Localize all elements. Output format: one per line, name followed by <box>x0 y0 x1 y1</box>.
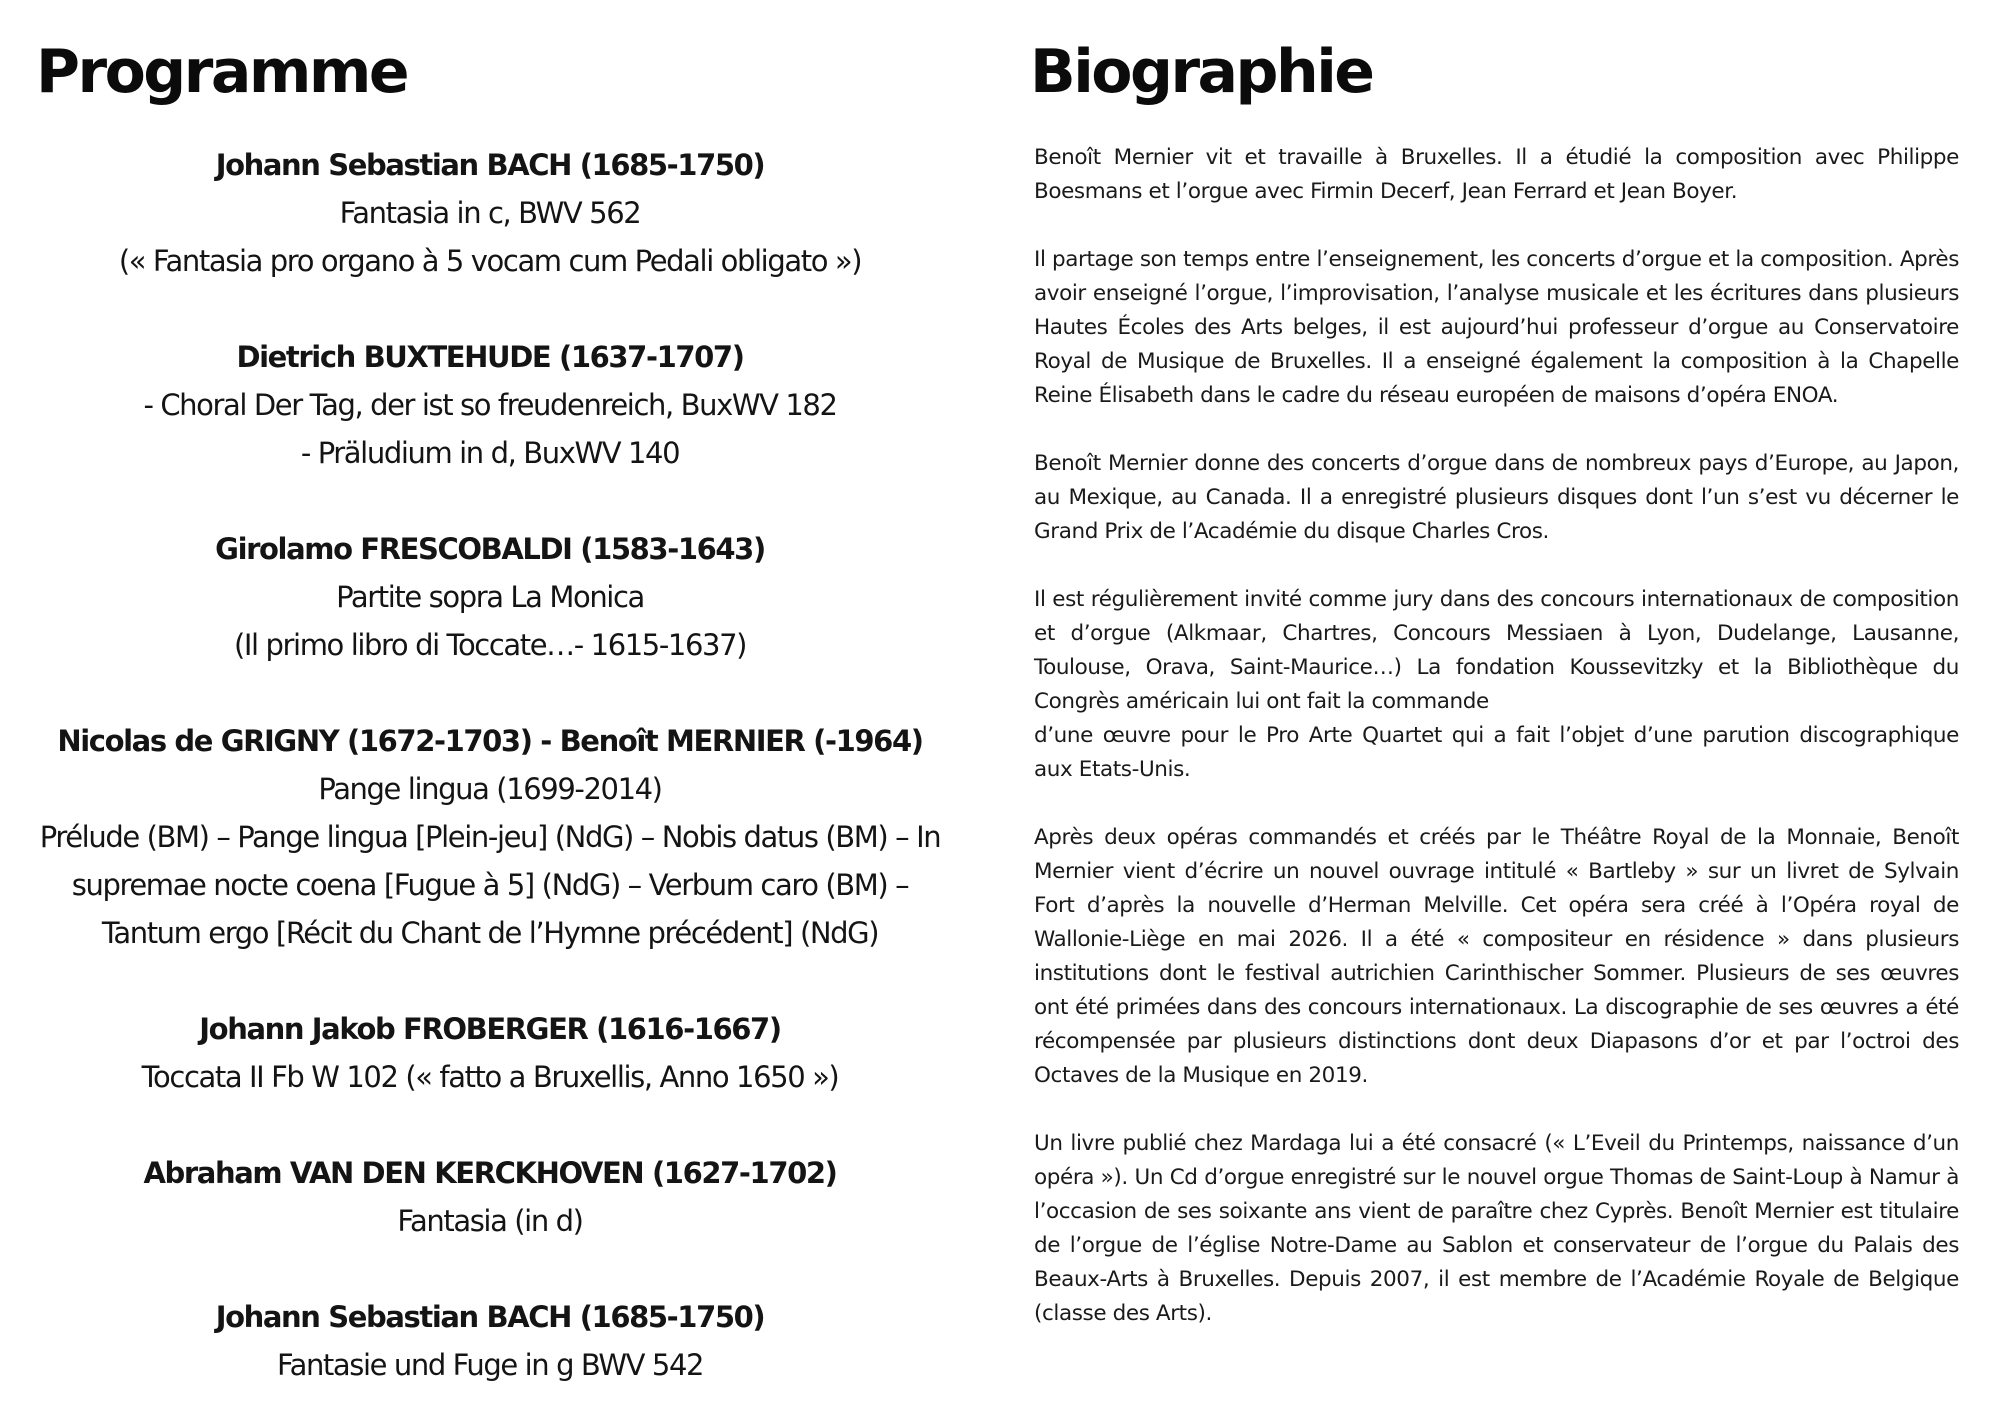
bio-paragraph: Un livre publié chez Mardaga lui a été consacré (« L’Eveil du Printemps, naissance d’un opéra »). Un Cd d’orgue enregistré sur le nouvel orgue Thomas de Saint-Loup à Namur à l’occasion de ses soixante ans vient de paraître chez Cyprès. Benoît Mernier est titulaire de l’orgue de l’église Notre-Dame au Sablon et conservateur de l’orgue du Palais des Beaux-Arts à Bruxelles. Depuis 2007, il est membre de l’Académie Royale de Belgique (classe des Arts). <box>1034 1131 1959 1326</box>
programme-piece <box>30 525 950 669</box>
work-movements: Prélude (BM) – Pange lingua [Plein-jeu] (NdG) – Nobis datus (BM) – In <box>39 820 941 854</box>
bio-paragraph-text: Il est régulièrement invité comme jury dans des concours internationaux de composition et d’orgue (Alkmaar, Chartres, Concours Messiaen à Lyon, Dudelange, Lausanne, Toulouse, Orava, Saint-Maurice…) La fondation Koussevitzky et la Bibliothèque du Congrès américain lui ont fait la commande <box>1034 587 1959 714</box>
composer-name: Johann Sebastian BACH (1685-1750) <box>215 1300 765 1334</box>
programme-piece <box>30 333 950 477</box>
work-title: Partite sopra La Monica <box>336 580 644 614</box>
bio-paragraph: Benoît Mernier donne des concerts d’orgue dans de nombreux pays d’Europe, au Japon, au Mexique, au Canada. Il a enregistré plusieurs disques dont l’un s’est vu décerner le Grand Prix de l’Académie du disque Charles Cros. <box>1034 451 1959 544</box>
work-title: - Präludium in d, BuxWV 140 <box>300 436 680 470</box>
bio-paragraph-continuation: d’une œuvre pour le Pro Arte Quartet qui a fait l’objet d’une parution discographique aux Etats-Unis. <box>1034 723 1959 782</box>
biography-column <box>1034 141 1959 1331</box>
work-title: Toccata II Fb W 102 (« fatto a Bruxellis, Anno 1650 ») <box>141 1060 839 1094</box>
work-movements: Tantum ergo [Récit du Chant de l’Hymne précédent] (NdG) <box>101 916 879 950</box>
programme-piece <box>30 1149 950 1245</box>
work-title: Fantasie und Fuge in g BWV 542 <box>276 1348 704 1382</box>
programme-piece <box>30 1005 950 1101</box>
composer-name: Abraham VAN DEN KERCKHOVEN (1627-1702) <box>143 1156 837 1190</box>
work-title: Fantasia (in d) <box>397 1204 583 1238</box>
bio-paragraph: Il partage son temps entre l’enseignement, les concerts d’orgue et la composition. Après avoir enseigné l’orgue, l’improvisation, l’analyse musicale et les écritures dans plusieurs Hautes Écoles des Arts belges, il est aujourd’hui professeur d’orgue au Conservatoire Royal de Musique de Bruxelles. Il a enseigné également la composition à la Chapelle Reine Élisabeth dans le cadre du réseau européen de maisons d’opéra ENOA. <box>1034 247 1959 408</box>
biography-title: Biographie <box>1030 37 1373 107</box>
work-movements: supremae nocte coena [Fugue à 5] (NdG) – Verbum caro (BM) – <box>71 868 909 902</box>
bio-paragraph: Après deux opéras commandés et créés par le Théâtre Royal de la Monnaie, Benoît Mernier vient d’écrire un nouvel ouvrage intitulé « Bartleby » sur un livret de Sylvain Fort d’après la nouvelle d’Herman Melville. Cet opéra sera créé à l’Opéra royal de Wallonie-Liège en mai 2026. Il a été « compositeur en résidence » dans plusieurs institutions dont le festival autrichien Carinthischer Sommer. Plusieurs de ses œuvres ont été primées dans des concours internationaux. La discographie de ses œuvres a été récompensée par plusieurs distinctions dont deux Diapasons d’or et par l’octroi des Octaves de la Musique en 2019. <box>1034 825 1959 1088</box>
work-title: - Choral Der Tag, der ist so freudenreich, BuxWV 182 <box>143 388 837 422</box>
composer-name: Johann Sebastian BACH (1685-1750) <box>215 148 765 182</box>
work-title: Pange lingua (1699-2014) <box>318 772 662 806</box>
composer-name: Girolamo FRESCOBALDI (1583-1643) <box>215 532 765 566</box>
programme-column <box>30 141 950 1389</box>
programme-piece <box>30 1293 950 1389</box>
programme-piece <box>30 717 950 957</box>
composer-name: Nicolas de GRIGNY (1672-1703) - Benoît MERNIER (-1964) <box>57 724 923 758</box>
bio-paragraph: Benoît Mernier vit et travaille à Bruxelles. Il a étudié la composition avec Philippe Boesmans et l’orgue avec Firmin Decerf, Jean Ferrard et Jean Boyer. <box>1034 145 1959 204</box>
work-title: Fantasia in c, BWV 562 <box>339 196 641 230</box>
composer-name: Dietrich BUXTEHUDE (1637-1707) <box>236 340 744 374</box>
bio-paragraph <box>1034 583 1959 787</box>
programme-title: Programme <box>36 37 408 107</box>
work-subtitle: (« Fantasia pro organo à 5 vocam cum Pedali obligato ») <box>118 244 862 278</box>
work-subtitle: (Il primo libro di Toccate…- 1615-1637) <box>233 628 747 662</box>
programme-piece <box>30 141 950 285</box>
composer-name: Johann Jakob FROBERGER (1616-1667) <box>199 1012 781 1046</box>
